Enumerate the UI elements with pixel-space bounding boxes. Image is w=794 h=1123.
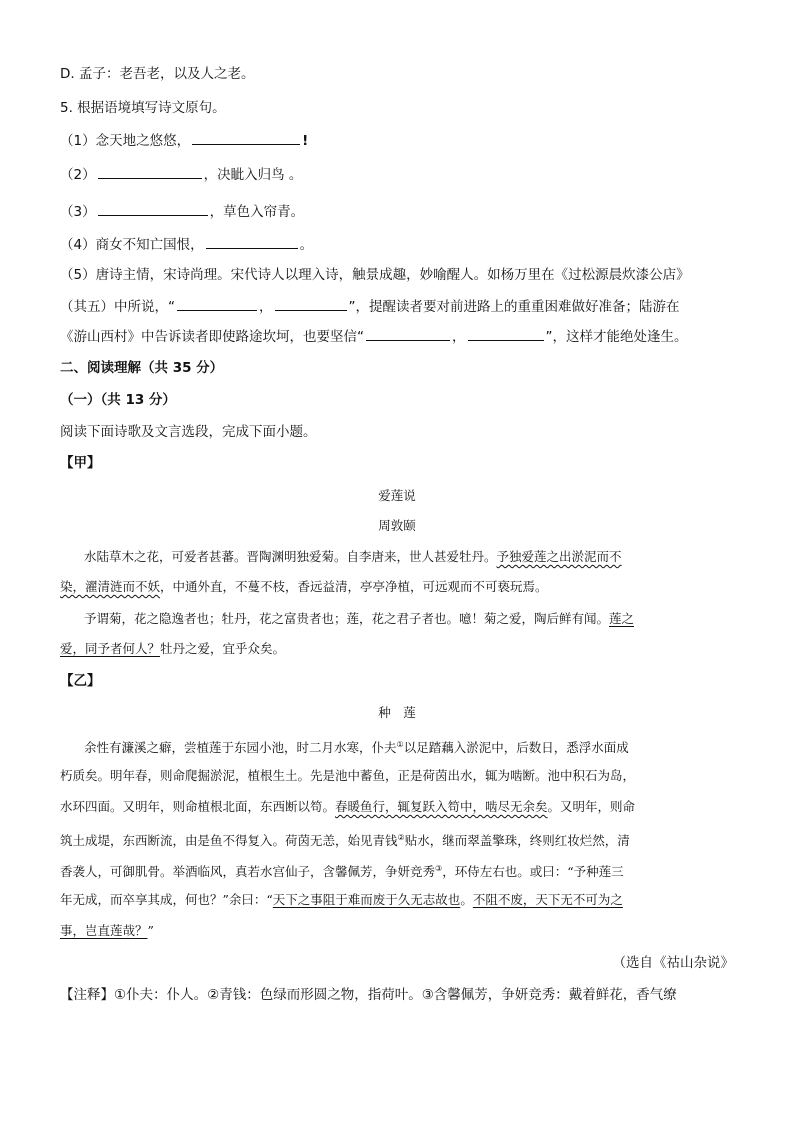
q5-item-1 [60, 130, 734, 151]
q5-item-1-suffix: ! [302, 133, 309, 149]
passage-text: 筑土成堤，东西断流，由是鱼不得复入。荷茵无恙，始见青钱 [60, 833, 398, 849]
text-yi-label: 【乙】 [60, 673, 101, 689]
passage-text: 余性有濂溪之癖，尝植莲于东园小池，时二月水寒，仆夫 [84, 740, 397, 756]
q5-item-2-prefix: （2） [60, 167, 96, 183]
q5-item-1-prefix: （1）念天地之悠悠， [60, 133, 191, 149]
footnote-marker: ② [397, 833, 405, 842]
text-jia-p2-line-2 [60, 639, 734, 659]
underlined-sentence: 天下之事阻于难而废于久无志故也 [272, 892, 461, 907]
text-jia-p1-line-1 [84, 547, 734, 567]
passage-text: ，中通外直，不蔓不枝，香远益清，亭亭净植，可远观而不可亵玩焉。 [160, 579, 548, 594]
section-2-heading: 二、阅读理解（共 35 分） [60, 360, 224, 376]
answer-blank [177, 296, 257, 311]
text-yi-line-7 [60, 921, 734, 941]
passage-text: ” [147, 923, 154, 938]
source-citation: （选自《祜山杂说》 [612, 955, 734, 971]
q5-item-5-text: ， [452, 329, 466, 345]
passage-text: 。 [460, 892, 473, 907]
answer-blank [206, 234, 298, 249]
passage-text: 年无成，而卒享其成，何也？”余曰：“ [60, 892, 273, 907]
q5-item-3-prefix: （3） [60, 204, 96, 220]
question-5-title: 5. 根据语境填写诗文原句。 [60, 100, 226, 116]
text-jia-title: 爱莲说 [378, 488, 416, 503]
answer-blank [98, 164, 202, 179]
underlined-sentence: 事，岂直莲哉？ [60, 923, 148, 938]
reading-instruction: 阅读下面诗歌及文言选段，完成下面小题。 [60, 424, 317, 440]
q5-item-5-text: ”，这样才能绝处逢生。 [545, 329, 688, 345]
text-yi-line-3 [60, 797, 734, 817]
passage-text: 。又明年，则命 [547, 799, 636, 814]
q5-item-5-line-2 [60, 296, 734, 317]
answer-blank [366, 326, 450, 341]
answer-blank [192, 130, 300, 145]
part-1-heading: （一）（共 13 分） [60, 392, 176, 408]
q5-item-3-suffix: ，草色入帘青。 [209, 204, 305, 220]
passage-text: 水环四面。又明年，则命植根北面，东西断以笱。 [60, 799, 336, 814]
text-yi-line-2: 朽质矣。明年春，则命爬掘淤泥，植根生土。先是池中蓄鱼，正是荷茵出水，辄为啮断。池中积石为岛， [60, 768, 636, 783]
passage-text: 香袭人，可御肌骨。举酒临风，真若水宫仙子，含馨佩芳，争妍竞秀 [60, 864, 436, 880]
passage-text: 水陆草木之花，可爱者甚蕃。晋陶渊明独爱菊。自李唐来，世人甚爱牡丹。 [84, 549, 497, 564]
q5-item-2 [60, 164, 734, 185]
q5-item-5-line-1: （5）唐诗主情，宋诗尚理。宋代诗人以理入诗，触景成趣，妙喻醒人。如杨万里在《过松源晨炊漆公店》 [60, 267, 690, 283]
annotation-notes: 【注释】①仆夫：仆人。②青钱：色绿而形圆之物，指荷叶。③含馨佩芳，争妍竞秀：戴着鲜花，香气缭 [60, 987, 677, 1003]
underlined-sentence: 予独爱莲之出淤泥而不 [496, 549, 622, 564]
text-yi-line-6 [60, 890, 734, 910]
q5-item-5-text: 《游山西村》中告诉读者即使路途坎坷，也要坚信“ [60, 329, 364, 345]
underlined-sentence: 爱，同予者何人？ [60, 641, 161, 656]
underlined-sentence: 春暖鱼行，辄复跃入笱中，啮尽无余矣 [335, 799, 548, 814]
passage-text: 牡丹之爱，宜乎众矣。 [160, 641, 286, 656]
underlined-sentence: 染，濯清涟而不妖 [60, 579, 161, 594]
text-jia-p1-line-2 [60, 577, 734, 597]
answer-blank [468, 326, 544, 341]
q5-item-2-suffix: ，决眦入归鸟 。 [203, 167, 303, 183]
underlined-sentence: 不阻不废，天下无不可为之 [472, 892, 623, 907]
q5-item-4-prefix: （4）商女不知亡国恨， [60, 237, 204, 253]
answer-blank [275, 296, 347, 311]
text-yi-line-4 [60, 828, 734, 851]
passage-text: 贴水，继而翠盖擎珠，终则红妆烂然，清 [404, 833, 630, 849]
q5-item-4 [60, 234, 734, 255]
text-yi-line-1 [84, 735, 734, 758]
q5-item-5-text: ”，提醒读者要对前进路上的重重困难做好准备；陆游在 [348, 299, 680, 315]
text-jia-author: 周敦颐 [378, 518, 416, 533]
answer-blank [98, 201, 208, 216]
text-jia-p2-line-1 [84, 609, 734, 629]
q5-item-5-text: ， [259, 299, 273, 315]
q5-item-3 [60, 201, 734, 222]
passage-text: 予谓菊，花之隐逸者也；牡丹，花之富贵者也；莲，花之君子者也。噫！菊之爱，陶后鲜有闻。 [84, 611, 610, 626]
passage-text: 以足踏藕入淤泥中，后数日，悉浮水面成 [403, 740, 629, 756]
underlined-sentence: 莲之 [609, 611, 635, 626]
footnote-marker: ③ [435, 864, 443, 873]
footnote-marker: ① [396, 740, 404, 749]
q5-item-4-suffix: 。 [299, 237, 314, 253]
passage-text: ，环侍左右也。或曰：“予种莲三 [442, 864, 624, 880]
option-d: D. 孟子：老吾老，以及人之老。 [60, 66, 255, 82]
text-jia-label: 【甲】 [60, 455, 101, 471]
q5-item-5-line-3 [60, 326, 734, 347]
q5-item-5-text: （其五）中所说，“ [60, 299, 175, 315]
text-yi-line-5 [60, 859, 734, 882]
text-yi-title: 种 莲 [378, 705, 416, 720]
